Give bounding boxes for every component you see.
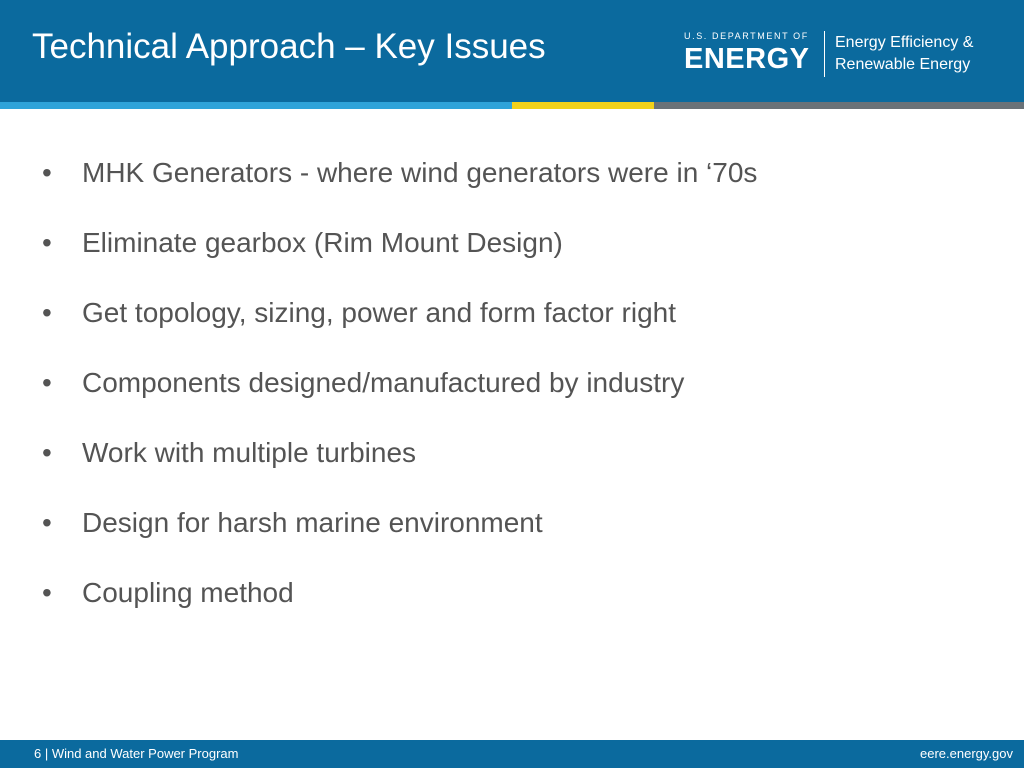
bullet-marker: • [42, 297, 52, 328]
bullet-marker: • [42, 227, 52, 258]
bullet-text: Coupling method [82, 577, 294, 608]
bullet-text: Work with multiple turbines [82, 437, 417, 468]
accent-stripe-yellow [512, 102, 654, 109]
bullet-marker: • [42, 157, 52, 188]
logo-wordmark: ENERGY [684, 43, 810, 75]
logo-department-text: U.S. DEPARTMENT OF [684, 31, 809, 41]
bullet-marker: • [42, 437, 52, 468]
header-bar [0, 0, 1024, 102]
logo-divider [824, 31, 825, 77]
accent-stripe-gray [654, 102, 1024, 109]
bullet-text: Components designed/manufactured by industry [82, 367, 685, 398]
bullet-marker: • [42, 367, 52, 398]
doe-eere-logo [684, 31, 1004, 81]
logo-office-line-1: Energy Efficiency & [835, 34, 974, 51]
bullet-text: Get topology, sizing, power and form factor right [82, 297, 676, 328]
logo-office-name [835, 32, 973, 76]
bullet-text: Eliminate gearbox (Rim Mount Design) [82, 227, 563, 258]
slide-title: Technical Approach – Key Issues [32, 27, 546, 66]
footer-page-program: 6 | Wind and Water Power Program [34, 746, 239, 761]
accent-stripe-blue [0, 102, 512, 109]
bullet-text: Design for harsh marine environment [82, 507, 543, 538]
footer-bar [0, 740, 1024, 768]
bullet-marker: • [42, 577, 52, 608]
bullet-marker: • [42, 507, 52, 538]
footer-website: eere.energy.gov [920, 746, 1013, 761]
bullet-text: MHK Generators - where wind generators were in ‘70s [82, 157, 758, 188]
logo-office-line-2: Renewable Energy [835, 56, 971, 73]
